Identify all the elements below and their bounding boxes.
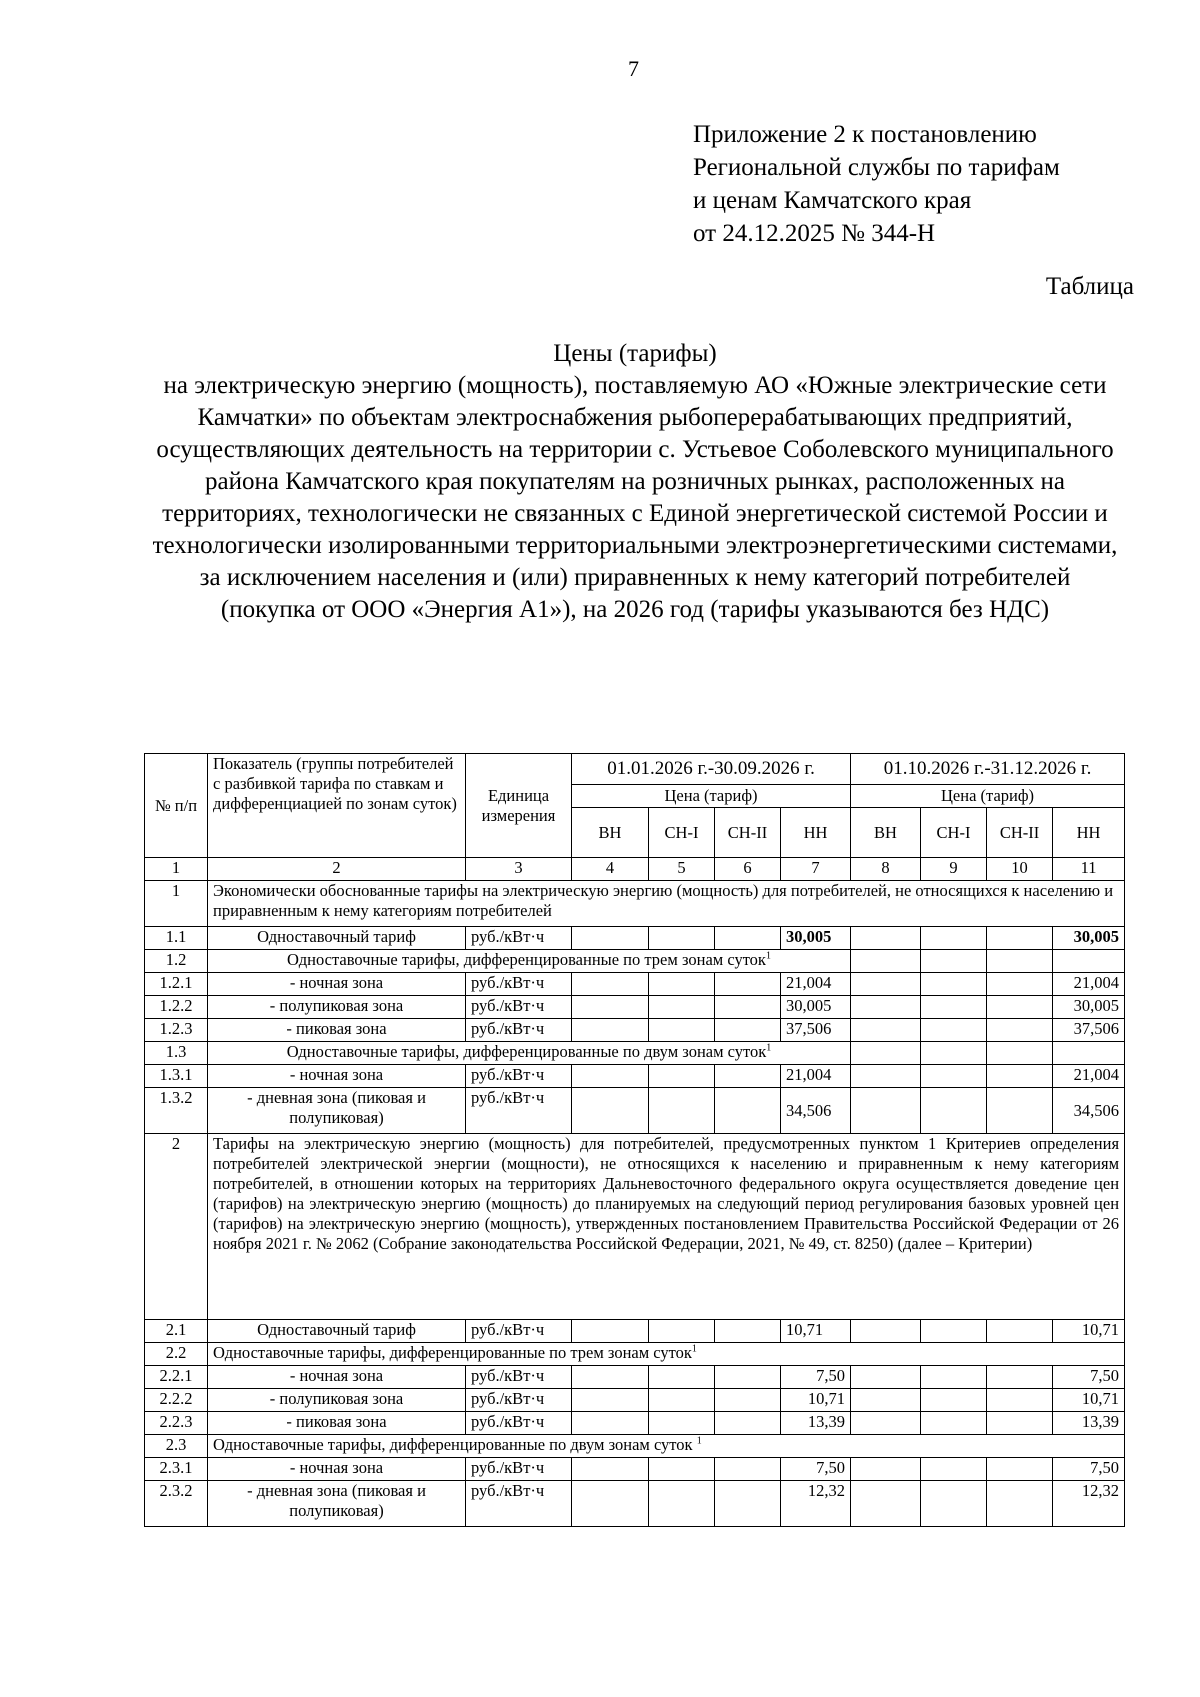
price-period-1: 10,71 <box>781 1389 851 1412</box>
row-label: - ночная зона <box>208 973 466 996</box>
subsection-label: Одноставочные тарифы, дифференцированные по трем зонам суток <box>287 950 766 969</box>
table-row <box>145 996 1125 1019</box>
row-unit: руб./кВт·ч <box>466 1366 572 1389</box>
header-level: СН-II <box>715 808 781 858</box>
row-num: 1.3.2 <box>145 1088 208 1134</box>
column-number: 3 <box>466 858 572 881</box>
column-number: 6 <box>715 858 781 881</box>
price-period-1: 21,004 <box>781 1065 851 1088</box>
row-num: 2.2 <box>145 1343 208 1366</box>
price-period-1: 30,005 <box>781 996 851 1019</box>
subsection-label: Одноставочные тарифы, дифференцированные по двум зонам суток <box>213 1435 693 1454</box>
row-label: Одноставочный тариф <box>208 1320 466 1343</box>
header-level: СН-II <box>987 808 1053 858</box>
row-num: 1.2 <box>145 950 208 973</box>
row-unit: руб./кВт·ч <box>466 1389 572 1412</box>
row-label: - ночная зона <box>208 1065 466 1088</box>
column-number: 1 <box>145 858 208 881</box>
row-num: 2.3 <box>145 1435 208 1458</box>
row-unit: руб./кВт·ч <box>466 1019 572 1042</box>
price-period-2: 7,50 <box>1053 1458 1125 1481</box>
table-row <box>145 1088 1125 1134</box>
tariff-table <box>144 753 1125 1527</box>
header-level: СН-I <box>649 808 715 858</box>
column-number: 10 <box>987 858 1053 881</box>
row-num: 1.2.2 <box>145 996 208 1019</box>
price-period-2: 10,71 <box>1053 1320 1125 1343</box>
row-num: 2.2.1 <box>145 1366 208 1389</box>
price-period-1: 21,004 <box>781 973 851 996</box>
column-number: 7 <box>781 858 851 881</box>
row-label: - полупиковая зона <box>208 996 466 1019</box>
header-level: ВН <box>851 808 921 858</box>
header-level: СН-I <box>921 808 987 858</box>
table-row <box>145 1458 1125 1481</box>
price-period-2: 21,004 <box>1053 1065 1125 1088</box>
price-period-2: 13,39 <box>1053 1412 1125 1435</box>
footnote-mark: 1 <box>765 950 771 962</box>
section-text: Экономически обоснованные тарифы на электрическую энергию (мощность) для потребителей, не относящихся к населению и приравненным к нему категориям потребителей <box>208 881 1125 927</box>
footnote-mark: 1 <box>691 1343 697 1355</box>
subsection-row <box>145 1435 1125 1458</box>
price-period-2: 21,004 <box>1053 973 1125 996</box>
table-row <box>145 1481 1125 1527</box>
appendix-line: от 24.12.2025 № 344-Н <box>693 220 936 247</box>
header-indicator: Показатель (группы потребителей с разбивкой тарифа по ставкам и дифференциацией по зонам суток) <box>208 754 466 858</box>
table-row <box>145 1065 1125 1088</box>
header-row <box>145 754 1125 785</box>
column-number: 5 <box>649 858 715 881</box>
price-period-2: 30,005 <box>1053 996 1125 1019</box>
appendix-line: и ценам Камчатского края <box>693 187 972 214</box>
header-level: НН <box>781 808 851 858</box>
row-num: 1.3 <box>145 1042 208 1065</box>
appendix-line: Приложение 2 к постановлению <box>693 121 1037 148</box>
row-num: 2.1 <box>145 1320 208 1343</box>
header-price-2: Цена (тариф) <box>851 785 1125 808</box>
row-num: 1.2.3 <box>145 1019 208 1042</box>
row-unit: руб./кВт·ч <box>466 1320 572 1343</box>
row-num: 1.1 <box>145 927 208 950</box>
row-num: 1.3.1 <box>145 1065 208 1088</box>
row-label: - дневная зона (пиковая и полупиковая) <box>208 1481 466 1527</box>
appendix-block <box>693 118 1060 250</box>
column-number: 8 <box>851 858 921 881</box>
row-num: 2.2.3 <box>145 1412 208 1435</box>
row-label: - дневная зона (пиковая и полупиковая) <box>208 1088 466 1134</box>
table-row <box>145 1412 1125 1435</box>
header-period-1: 01.01.2026 г.-30.09.2026 г. <box>572 754 851 785</box>
row-num: 1 <box>145 881 208 927</box>
price-period-1: 10,71 <box>781 1320 851 1343</box>
row-unit: руб./кВт·ч <box>466 1065 572 1088</box>
row-label <box>208 950 851 973</box>
price-period-2: 30,005 <box>1053 927 1125 950</box>
price-period-1: 13,39 <box>781 1412 851 1435</box>
column-number: 4 <box>572 858 649 881</box>
header-level: ВН <box>572 808 649 858</box>
price-period-1: 12,32 <box>781 1481 851 1527</box>
column-number-row <box>145 858 1125 881</box>
column-number: 2 <box>208 858 466 881</box>
column-number: 11 <box>1053 858 1125 881</box>
header-price-1: Цена (тариф) <box>572 785 851 808</box>
price-period-1: 7,50 <box>781 1366 851 1389</box>
table-row <box>145 927 1125 950</box>
price-period-1: 7,50 <box>781 1458 851 1481</box>
price-period-2: 10,71 <box>1053 1389 1125 1412</box>
footnote-mark: 1 <box>696 1435 702 1447</box>
price-period-1: 30,005 <box>781 927 851 950</box>
column-number: 9 <box>921 858 987 881</box>
row-num: 1.2.1 <box>145 973 208 996</box>
row-unit: руб./кВт·ч <box>466 996 572 1019</box>
table-row <box>145 973 1125 996</box>
row-num: 2.2.2 <box>145 1389 208 1412</box>
header-num: № п/п <box>145 754 208 858</box>
subsection-row <box>145 1343 1125 1366</box>
table-row <box>145 1366 1125 1389</box>
row-label: Одноставочный тариф <box>208 927 466 950</box>
title-body: на электрическую энергию (мощность), поставляемую АО «Южные электрические сети Камчатки» по объектам электроснабжения рыбоперерабатывающих предприятий, осуществляющих деятельность на территории с. Устьевое Соболевского муниципального района Камчатского края покупателям на розничных рынках, расположенных на территориях, технологически не связанных с Единой энергетической системой России и технологически изолированными территориальными электроэнергетическими системами, за исключением населения и (или) приравненных к нему категорий потребителей (покупка от ООО «Энергия А1»), на 2026 год (тарифы указываются без НДС) <box>152 372 1118 623</box>
row-unit: руб./кВт·ч <box>466 1412 572 1435</box>
price-period-1: 37,506 <box>781 1019 851 1042</box>
row-label: - пиковая зона <box>208 1019 466 1042</box>
row-label: - полупиковая зона <box>208 1389 466 1412</box>
table-caption: Таблица <box>1045 273 1134 300</box>
table-row <box>145 1019 1125 1042</box>
row-num: 2 <box>145 1134 208 1320</box>
section-text: Тарифы на электрическую энергию (мощность) для потребителей, предусмотренных пунктом 1 Критериев определения потребителей электрической энергии (мощности), не относящихся к населению и приравненным к нему категориям потребителей, в отношении которых на территориях Дальневосточного федерального округа осуществляется доведение цен (тарифов) на электрическую энергию (мощность) до планируемых на следующий период регулирования базовых уровней цен (тарифов) на электрическую энергию (мощность), утвержденных постановлением Правительства Российской Федерации от 26 ноября 2021 г. № 2062 (Собрание законодательства Российской Федерации, 2021, № 49, ст. 8250) (далее – Критерии) <box>208 1134 1125 1320</box>
footnote-mark: 1 <box>766 1042 772 1054</box>
title-heading: Цены (тарифы) <box>553 340 717 367</box>
row-unit: руб./кВт·ч <box>466 973 572 996</box>
row-label: - ночная зона <box>208 1458 466 1481</box>
header-unit: Единица измерения <box>466 754 572 858</box>
row-num: 2.3.2 <box>145 1481 208 1527</box>
document-title <box>150 338 1120 626</box>
price-period-2: 12,32 <box>1053 1481 1125 1527</box>
header-period-2: 01.10.2026 г.-31.12.2026 г. <box>851 754 1125 785</box>
header-level: НН <box>1053 808 1125 858</box>
appendix-line: Региональной службы по тарифам <box>693 154 1060 181</box>
row-label: - ночная зона <box>208 1366 466 1389</box>
row-num: 2.3.1 <box>145 1458 208 1481</box>
table-row <box>145 1320 1125 1343</box>
section-row <box>145 881 1125 927</box>
price-period-2: 34,506 <box>1053 1088 1125 1134</box>
row-label <box>208 1343 1125 1366</box>
row-label: - пиковая зона <box>208 1412 466 1435</box>
subsection-label: Одноставочные тарифы, дифференцированные по трем зонам суток <box>213 1343 692 1362</box>
row-unit: руб./кВт·ч <box>466 1481 572 1527</box>
section-row <box>145 1134 1125 1320</box>
row-label <box>208 1435 1125 1458</box>
price-period-2: 37,506 <box>1053 1019 1125 1042</box>
row-unit: руб./кВт·ч <box>466 1088 572 1134</box>
price-period-1: 34,506 <box>781 1088 851 1134</box>
price-period-2: 7,50 <box>1053 1366 1125 1389</box>
row-unit: руб./кВт·ч <box>466 1458 572 1481</box>
subsection-row <box>145 1042 1125 1065</box>
page-number: 7 <box>628 56 639 81</box>
subsection-label: Одноставочные тарифы, дифференцированные по двум зонам суток <box>286 1042 767 1061</box>
row-label <box>208 1042 851 1065</box>
table-row <box>145 1389 1125 1412</box>
row-unit: руб./кВт·ч <box>466 927 572 950</box>
subsection-row <box>145 950 1125 973</box>
